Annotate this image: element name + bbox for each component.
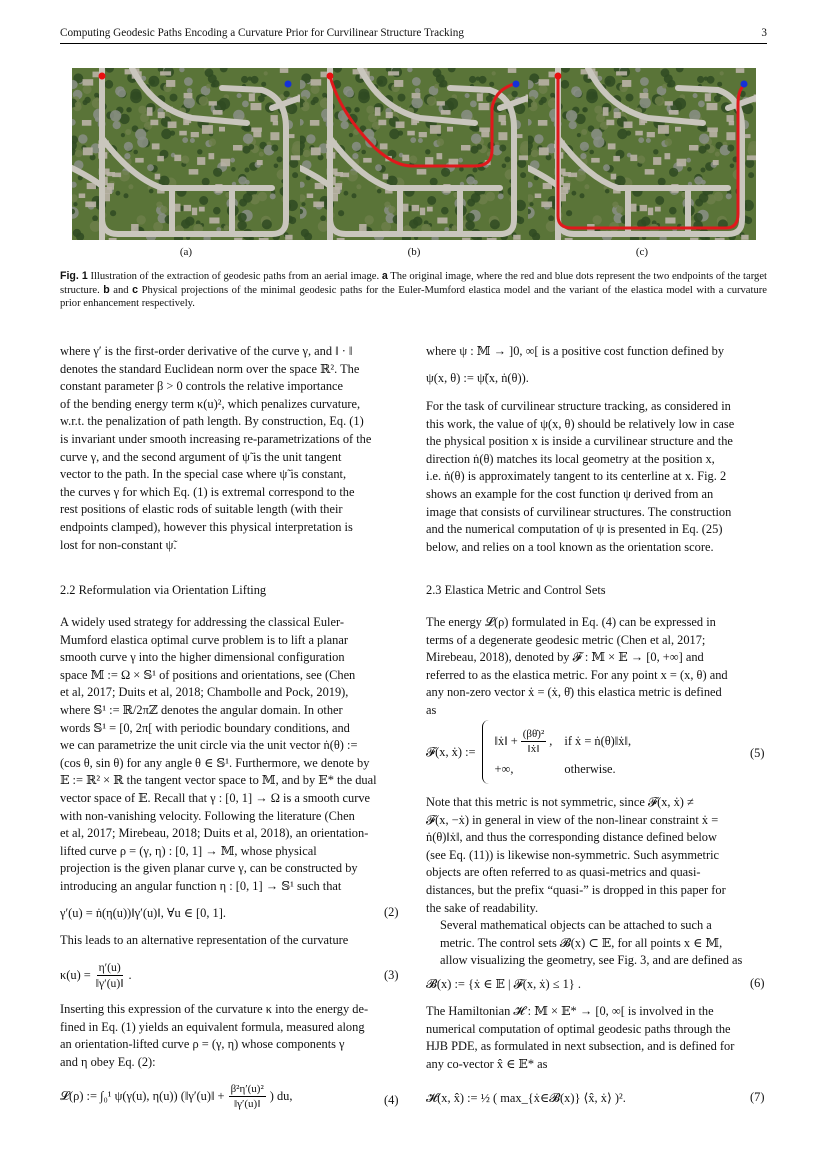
paragraph-line: any co-vector x̂ ∈ 𝔼* as — [426, 1056, 548, 1071]
right-paragraph-6 — [426, 1003, 767, 1073]
caption-b: b — [103, 283, 110, 296]
figure-panel-a — [72, 68, 300, 240]
equation-4 — [60, 1082, 292, 1111]
paragraph-line: is invariant under smooth increasing re-parametrizations of the — [60, 431, 372, 446]
eq5-case2: +∞, — [494, 762, 514, 776]
equation-3: κ(u) = $\frac{\eta'(u)}{‖\gamma'(u)‖}$ . — [60, 961, 132, 990]
paragraph-line: distances, but the prefix “quasi-” is dropped in this paper for — [426, 882, 726, 897]
paragraph-line: below, and relies on a tool known as the orientation score. — [426, 539, 714, 554]
caption-text: Illustration of the extraction of geodesic paths from an aerial image. — [90, 271, 380, 282]
caption-text: Physical projections of the minimal geodesic paths for the Euler-Mumford elastica model and the variant of the elastica model with a curvature prior enhancement respectively. — [60, 284, 767, 310]
equation-7: 𝓗(x, x̂) := ½ ( max_{ẋ∈𝓑(x)} ⟨x̂, ẋ⟩ )². — [426, 1091, 626, 1105]
paragraph-line: (cos θ, sin θ) for any angle θ ∈ 𝕊¹. Furthermore, we denote by — [60, 755, 370, 770]
eq3-denominator: ‖γ′(u)‖ — [95, 977, 124, 990]
running-header — [60, 27, 767, 39]
figure-panel-b — [300, 68, 528, 240]
paragraph-line: constant parameter β > 0 controls the relative importance — [60, 379, 344, 394]
page-number: 3 — [761, 27, 767, 39]
eq5-case2-condition: otherwise. — [564, 762, 616, 776]
paragraph-line: Mirebeau, 2018), denoted by 𝓕 : 𝕄 × 𝔼 → [0, +∞] and — [426, 650, 704, 665]
paragraph-line: of the bending energy term κ(u)², which penalizes curvature, — [60, 396, 361, 411]
paragraph-line: referred to as the elastica metric. For any point x = (x, θ) and — [426, 667, 728, 682]
right-paragraph-4 — [426, 794, 767, 917]
paragraph-line: space 𝕄 := Ω × 𝕊¹ of positions and orientations, see (Chen — [60, 667, 356, 682]
paragraph-line: where γ′ is the first-order derivative of the curve γ, and ‖ · ‖ — [60, 344, 353, 358]
paragraph-line: this work, the value of ψ(x, θ) should be relatively low in case — [426, 416, 735, 431]
eq4-rhs: ) du, — [269, 1089, 293, 1103]
paragraph-line: any non-zero vector ẋ = (ẋ, θ̇) this elastica metric is defined — [426, 685, 722, 700]
paragraph-line: Inserting this expression of the curvature κ into the energy de- — [60, 1002, 369, 1016]
paragraph-line: (see Eq. (11)) is likewise non-symmetric. Such asymmetric — [426, 847, 720, 862]
paragraph-line: vector to the path. In the special case where ψ̃ is constant, — [60, 467, 347, 482]
paragraph-line: vector space of 𝔼. Recall that γ : [0, 1] → Ω is a smooth curve — [60, 790, 371, 805]
paragraph-line: rest positions of elastic rods of suitable length (with their — [60, 502, 343, 517]
equation-3-number: (3) — [384, 968, 399, 982]
paragraph-line: image that consists of curvilinear structures. The construction — [426, 504, 732, 519]
eq5-brace — [482, 720, 489, 784]
paragraph-line: numerical computation of optimal geodesic paths through the — [426, 1021, 731, 1036]
equation-2: γ′(u) = ṅ(η(u))‖γ′(u)‖, ∀u ∈ [0, 1]. — [60, 906, 226, 920]
paragraph-line: introducing an angular function η : [0, 1] → 𝕊¹ such that — [60, 878, 342, 893]
eq5-numerator: (βθ̇)² — [522, 728, 545, 740]
paragraph-line: curve γ, and the second argument of ψ̃ is the unit tangent — [60, 449, 342, 464]
paragraph-line: objects are often referred to as quasi-metrics and quasi- — [426, 865, 701, 880]
right-paragraph-2 — [426, 398, 767, 556]
paragraph-line: Mumford elastica optimal curve problem is to lift a planar — [60, 632, 348, 647]
eq5-case1: ‖ẋ‖ + — [494, 734, 518, 748]
paragraph-line: A widely used strategy for addressing the classical Euler- — [60, 615, 344, 629]
paragraph-line: with non-vanishing velocity. Following the literature (Chen — [60, 808, 355, 823]
panel-label-a: (a) — [179, 246, 193, 258]
paragraph-line: smooth curve γ into the higher dimensional configuration — [60, 650, 345, 665]
eq5-case1-condition: if ẋ = ṅ(θ)‖ẋ‖, — [564, 734, 632, 748]
paragraph-line: and the numerical computation of ψ is presented in Eq. (25) — [426, 522, 723, 537]
paragraph-line: For the task of curvilinear structure tracking, as considered in — [426, 399, 731, 413]
paragraph-line: fined in Eq. (1) yields an equivalent formula, measured along — [60, 1019, 365, 1034]
paragraph-line: Several mathematical objects can be attached to such a — [440, 918, 712, 932]
paragraph-line: we can parametrize the unit circle via the unit vector ṅ(θ) := — [60, 738, 358, 753]
equation-6-number: (6) — [750, 976, 765, 990]
equation-4-number: (4) — [384, 1093, 399, 1107]
caption-text: The original image, where the red and blue dots represent the two endpoints of the target structure. — [60, 271, 767, 296]
paragraph-line: et al, 2017; Duits et al, 2018; Chambolle and Pock, 2019), — [60, 685, 349, 700]
eq4-lhs: 𝓛(ρ) := ∫₀¹ ψ(γ(u), η(u)) (‖γ′(u)‖ + — [60, 1089, 225, 1103]
right-paragraph-1 — [426, 343, 767, 361]
paragraph-line: an orientation-lifted curve ρ = (γ, η) whose components γ — [60, 1037, 345, 1052]
eq5-lhs: 𝓕(x, ẋ) := — [426, 744, 476, 759]
paragraph-line: Note that this metric is not symmetric, since 𝓕(x, ẋ) ≠ — [426, 795, 694, 809]
figure-caption — [60, 270, 767, 311]
left-paragraph-1 — [60, 343, 403, 554]
paragraph-line: where ψ : 𝕄 → ]0, ∞[ is a positive cost function defined by — [426, 344, 725, 358]
paragraph-line: The energy 𝓛(ρ) formulated in Eq. (4) can be expressed in — [426, 615, 716, 629]
paragraph-line: as — [426, 702, 437, 717]
paragraph-line: where 𝕊¹ := ℝ/2πℤ denotes the angular domain. In other — [60, 702, 343, 717]
left-paragraph-2 — [60, 614, 403, 896]
running-title: Computing Geodesic Paths Encoding a Curvature Prior for Curvilinear Structure Tracking — [60, 27, 464, 39]
paragraph-line: projection is the given planar curve γ, can be constructed by — [60, 861, 358, 876]
eq5-denominator: ‖ẋ‖ — [527, 743, 540, 755]
eq3-numerator: η′(u) — [98, 961, 121, 974]
paragraph-line: 𝔼 := ℝ² × ℝ the tangent vector space to 𝕄, and by 𝔼* the dual — [60, 773, 377, 788]
paragraph-line: This leads to an alternative representation of the curvature — [60, 933, 349, 947]
eq4-fraction — [229, 1082, 266, 1111]
caption-label: Fig. 1 — [60, 270, 88, 282]
paragraph-line: allow visualizing the geometry, see Fig. 3, and are defined as — [440, 953, 743, 968]
header-rule — [60, 43, 767, 44]
figure-panel-c — [528, 68, 756, 240]
equation-psi: ψ(x, θ) := ψ̃(x, ṅ(θ)). — [426, 371, 529, 385]
paragraph-line: denotes the standard Euclidean norm over the space ℝ². The — [60, 361, 360, 376]
eq4-numerator: β²η′(u)² — [230, 1083, 264, 1095]
equation-2-number: (2) — [384, 905, 399, 919]
paragraph-line: words 𝕊¹ = [0, 2π[ with periodic boundary conditions, and — [60, 720, 350, 735]
panel-label-b: (b) — [407, 246, 421, 258]
eq3-fraction — [96, 960, 124, 991]
paragraph-line: the physical position x is inside a curvilinear structure and the — [426, 434, 733, 449]
paragraph-line: and η obey Eq. (2): — [60, 1054, 156, 1069]
paragraph-line: the curves γ for which Eq. (1) is extremal correspond to the — [60, 484, 355, 499]
equation-7-number: (7) — [750, 1090, 765, 1104]
right-paragraph-5 — [426, 917, 767, 970]
paragraph-line: w.r.t. the penalization of path length. By construction, Eq. (1) — [60, 414, 364, 429]
equation-5-number: (5) — [750, 746, 765, 760]
paragraph-line: the sake of readability. — [426, 900, 539, 915]
panel-label-c: (c) — [635, 246, 649, 258]
section-heading-2-3: 2.3 Elastica Metric and Control Sets — [426, 583, 606, 597]
caption-a: a — [381, 270, 388, 282]
paragraph-line: ṅ(θ)‖ẋ‖, and thus the corresponding distance defined below — [426, 830, 717, 845]
paragraph-line: 𝓕(x, −ẋ) in general in view of the non-linear constraint ẋ = — [426, 812, 719, 827]
paragraph-line: lost for non-constant ψ̃. — [60, 537, 177, 552]
paragraph-line: i.e. ṅ(θ) is approximately tangent to its centerline at x. Fig. 2 — [426, 469, 727, 484]
equation-5 — [426, 720, 631, 784]
equation-6: 𝓑(x) := {ẋ ∈ 𝔼 | 𝓕(x, ẋ) ≤ 1} . — [426, 977, 581, 991]
section-heading-2-2: 2.2 Reformulation via Orientation Lifting — [60, 583, 267, 597]
paragraph-line: et al, 2017; Mirebeau, 2018; Duits et al, 2018), an orientation- — [60, 826, 369, 841]
eq5-cases: ‖ẋ‖ + $\frac{\text{(βθ̇)²}}{\text{‖ẋ‖}}$ , if ẋ = ṅ(θ)‖ẋ‖, +∞, otherwise. — [494, 728, 632, 776]
paragraph-line: lifted curve ρ = (γ, η) : [0, 1] → 𝕄, whose physical — [60, 843, 317, 858]
paragraph-line: metric. The control sets 𝓑(x) ⊂ 𝔼, for all points x ∈ 𝕄, — [440, 935, 723, 950]
caption-c: c — [132, 283, 139, 296]
right-paragraph-3 — [426, 614, 767, 720]
paragraph-line: The Hamiltonian 𝓗 : 𝕄 × 𝔼* → [0, ∞[ is involved in the — [426, 1004, 714, 1018]
eq3-lhs: κ(u) = — [60, 968, 91, 982]
caption-text: and — [113, 284, 129, 296]
left-paragraph-4 — [60, 1001, 403, 1071]
paragraph-line: terms of a degenerate geodesic metric (Chen et al, 2017; — [426, 632, 706, 647]
left-paragraph-3 — [60, 932, 403, 950]
paragraph-line: HJB PDE, as formulated in next subsection, and is defined for — [426, 1039, 735, 1054]
paragraph-line: direction ṅ(θ) matches its local geometry at the position x, — [426, 451, 715, 466]
paragraph-line: shows an example for the cost function ψ derived from an — [426, 486, 714, 501]
eq4-denominator: ‖γ′(u)‖ — [234, 1098, 261, 1110]
paragraph-line: endpoints clamped), however this physical interpretation is — [60, 519, 353, 534]
